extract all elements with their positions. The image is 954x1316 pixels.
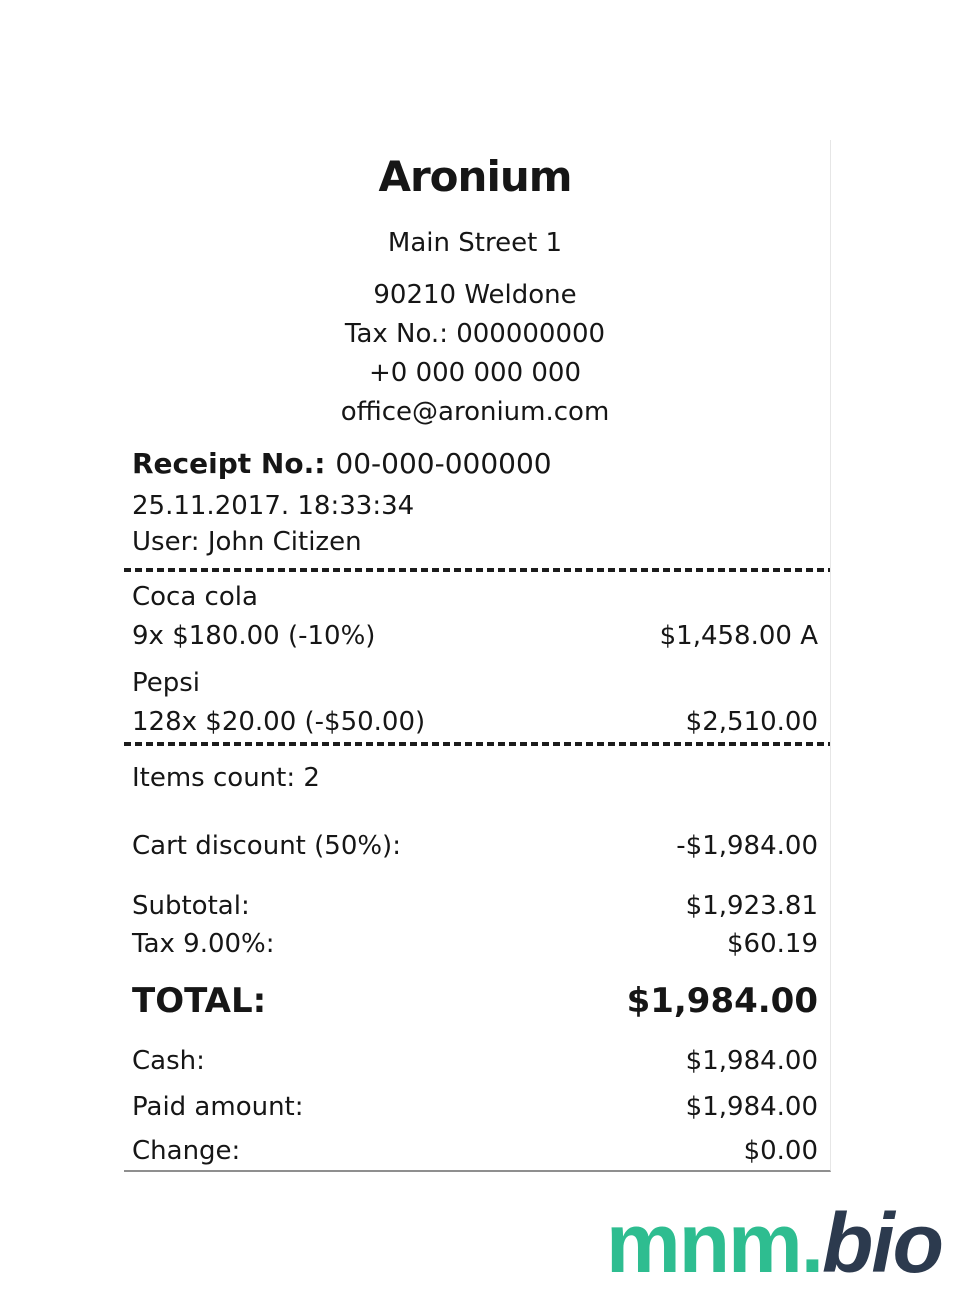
item-amount: $2,510.00 xyxy=(685,707,818,737)
total-row xyxy=(132,981,818,1021)
cart-discount-label: Cart discount (50%): xyxy=(132,831,401,861)
address-line-street: Main Street 1 xyxy=(387,228,563,258)
address-line-city: 90210 Weldone xyxy=(373,280,577,310)
tax-value: $60.19 xyxy=(727,929,818,959)
footer-logo-secondary: bio xyxy=(822,1196,942,1290)
subtotal-row xyxy=(132,891,818,921)
divider-dashed-top xyxy=(124,568,830,572)
paid-amount-value: $1,984.00 xyxy=(685,1092,818,1122)
tax-row xyxy=(132,929,818,959)
tax-label: Tax 9.00%: xyxy=(132,929,275,959)
email-line: office@aronium.com xyxy=(340,397,610,427)
phone-line: +0 000 000 000 xyxy=(369,358,581,388)
paid-amount-row xyxy=(132,1092,818,1122)
cash-label: Cash: xyxy=(132,1046,205,1076)
change-value: $0.00 xyxy=(743,1136,818,1166)
item-amount: $1,458.00 A xyxy=(659,621,818,651)
item-amount-row xyxy=(132,621,818,651)
receipt-number-value: 00-000-000000 xyxy=(335,447,552,480)
paid-amount-label: Paid amount: xyxy=(132,1092,304,1122)
change-label: Change: xyxy=(132,1136,241,1166)
total-label: TOTAL: xyxy=(132,981,267,1021)
store-name: Aronium xyxy=(378,152,572,201)
change-row xyxy=(132,1136,818,1166)
item-name: Coca cola xyxy=(132,582,258,612)
receipt-number-row xyxy=(132,446,818,482)
footer-logo xyxy=(606,1196,942,1291)
divider-dashed-bottom xyxy=(124,742,830,746)
user-line: User: John Citizen xyxy=(132,527,362,557)
receipt-panel xyxy=(124,140,831,1172)
subtotal-value: $1,923.81 xyxy=(685,891,818,921)
footer-logo-primary: mnm. xyxy=(606,1196,823,1290)
item-name: Pepsi xyxy=(132,668,201,698)
receipt-number-label: Receipt No.: xyxy=(132,447,326,480)
item-detail: 9x $180.00 (-10%) xyxy=(132,621,376,651)
subtotal-label: Subtotal: xyxy=(132,891,250,921)
cart-discount-row xyxy=(132,831,818,861)
line-item xyxy=(132,582,818,651)
tax-number-line: Tax No.: 000000000 xyxy=(344,319,606,349)
item-amount-row xyxy=(132,707,818,737)
line-item xyxy=(132,668,818,737)
cart-discount-value: -$1,984.00 xyxy=(676,831,818,861)
cash-row xyxy=(132,1046,818,1076)
datetime-line: 25.11.2017. 18:33:34 xyxy=(132,491,415,521)
item-detail: 128x $20.00 (-$50.00) xyxy=(132,707,426,737)
total-value: $1,984.00 xyxy=(626,981,818,1021)
items-count-line: Items count: 2 xyxy=(132,763,320,793)
cash-value: $1,984.00 xyxy=(685,1046,818,1076)
